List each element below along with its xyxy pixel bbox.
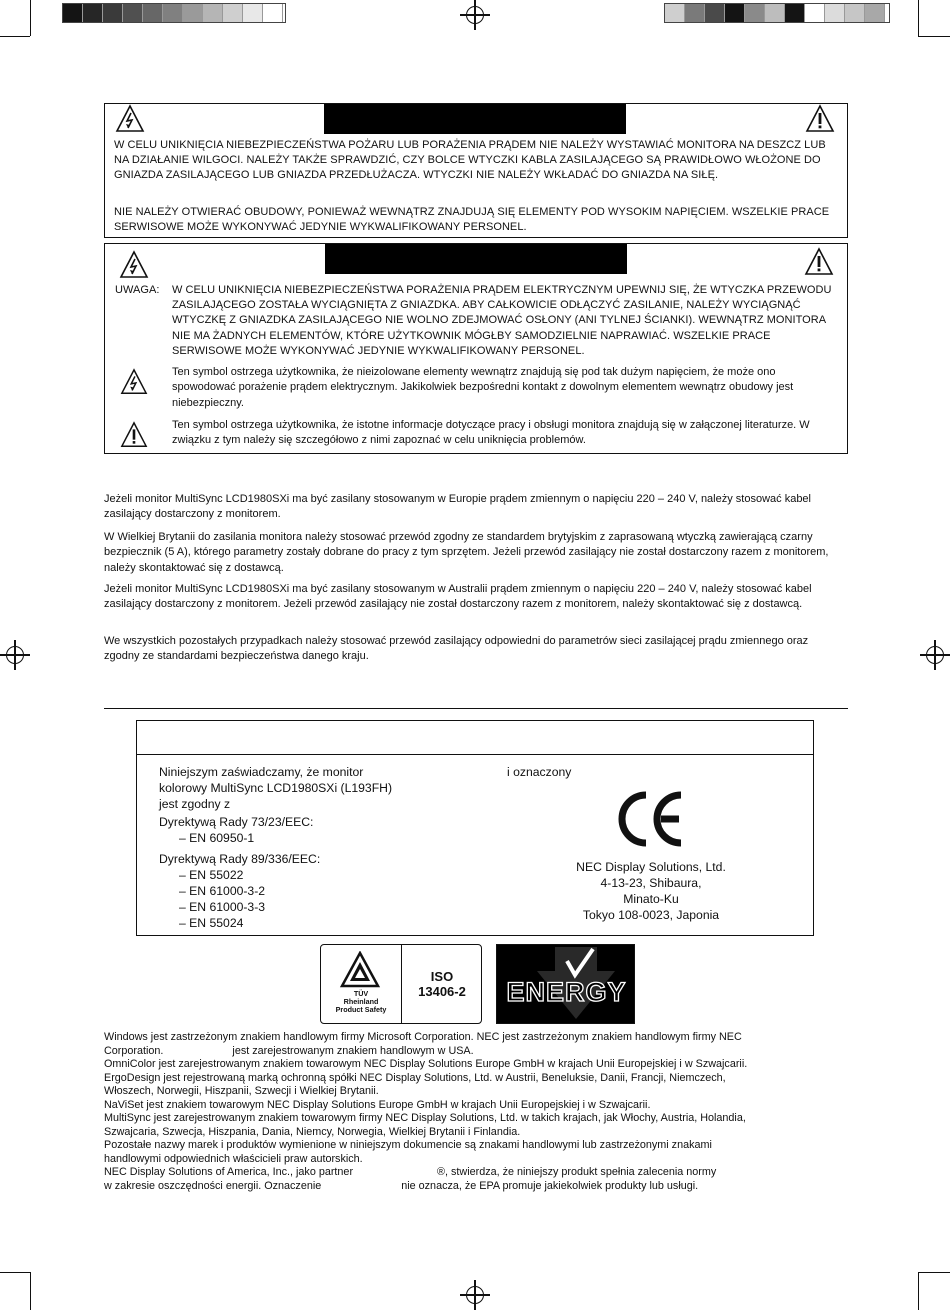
color-swatch (685, 4, 705, 22)
color-swatch (845, 4, 865, 22)
registration-mark-icon (926, 646, 944, 664)
color-swatch (83, 4, 103, 22)
energy-star-logo (496, 944, 635, 1024)
color-swatch (143, 4, 163, 22)
color-swatch (63, 4, 83, 22)
lightning-bolt-triangle-icon (115, 104, 145, 134)
crop-mark (30, 0, 31, 36)
registration-mark-icon (6, 646, 24, 664)
section-divider (104, 708, 848, 709)
symbol-explanation-attention: Ten symbol ostrzega użytkownika, że istotne informacje dotyczące pracy i obsługi monitora znajdują się w załączonej literaturze. W związku z tym należy się szczegółowo z nimi zapoznać w celu uniknięcia problemów. (172, 419, 810, 447)
iso-standard-text: ISO 13406-2 (418, 969, 466, 999)
color-swatch (765, 4, 785, 22)
power-paragraph-other: We wszystkich pozostałych przypadkach należy stosować przewód zasilający odpowiedni do parametrów sieci zasilającej prądu zmiennego oraz zgodny ze standardami bezpieczeństwa danego kraju. (104, 635, 809, 663)
declaration-box (136, 720, 814, 936)
color-swatch (103, 4, 123, 22)
color-swatch (825, 4, 845, 22)
caution-label: UWAGA: (115, 284, 160, 296)
color-swatch (725, 4, 745, 22)
trademark-notes: Windows jest zastrzeżonym znakiem handlowym firmy Microsoft Corporation. NEC jest zastrzeżonym znakiem handlowym firmy NEC Corporation. jest zarejestrowanym znakiem handlowym w USA. OmniColor jest zarejestrowanym znakiem towarowym NEC Display Solutions Europe GmbH w krajach Unii Europejskiej i w Szwajcarii. ErgoDesign jest rejestrowaną marką ochronną spółki NEC Display Solutions, Ltd. w Austrii, Beneluksie, Danii, Francji, Niemczech, Włoszech, Norwegii, Hiszpanii, Szwecji i Wielkiej Brytanii. NaViSet jest znakiem towarowym NEC Display Solutions Europe GmbH w krajach Unii Europejskiej i w Szwajcarii. MultiSync jest zarejestrowanym znakiem towarowym firmy NEC Display Solutions, Ltd. w takich krajach, jak Włochy, Austria, Holandia, Szwajcaria, Szwecja, Hiszpania, Dania, Niemcy, Norwegia, Wielkiej Brytanii i Finlandia. Pozostałe nazwy marek i produktów wymienione w niniejszym dokumencie są znakami handlowymi lub zastrzeżonymi znakami handlowymi odpowiednich właścicieli praw autorskich. NEC Display Solutions of America, Inc., jako partner ®, stwierdza, że niniejszy produkt spełnia zalecenia normy w zakresie oszczędności energii. Oznaczenie nie oznacza, że EPA promuje jakiekolwiek produkty lub usługi. (104, 1031, 748, 1192)
tuv-text: TÜV Rheinland Product Safety (335, 989, 387, 1015)
marked-label: i oznaczony (507, 765, 572, 779)
color-swatch (865, 4, 885, 22)
power-paragraph-australia: Jeżeli monitor MultiSync LCD1980SXi ma być zasilany stosowanym w Australii prądem zmiennym o napięciu 220 – 240 V, należy stosować kabel zasilający dostarczony z monitorem. Jeżeli przewód zasilający nie został dostarczony razem z monitorem, należy skontaktować się z dostawcą. (104, 583, 812, 611)
color-swatch (705, 4, 725, 22)
caution-box (104, 243, 848, 454)
manufacturer-address: NEC Display Solutions, Ltd. 4-13-23, Shibaura, Minato-Ku Tokyo 108-0023, Japonia (576, 860, 726, 922)
color-swatch (785, 4, 805, 22)
crop-mark (918, 1272, 919, 1310)
crop-mark (0, 36, 30, 37)
registration-mark-icon (466, 6, 484, 24)
crop-mark (918, 0, 919, 36)
caution-main-text: W CELU UNIKNIĘCIA NIEBEZPIECZEŃSTWA PORAŻENIA PRĄDEM ELEKTRYCZNYM UPEWNIJ SIĘ, ŻE WTYCZKA PRZEWODU ZASILAJĄCEGO ZOSTAŁA WYCIĄGNIĘTA Z GNIAZDKA. ABY CAŁKOWICIE ODŁĄCZYĆ ZASILANIE, NALEŻY WYCIĄGNĄĆ WTYCZKĘ Z GNIAZDKA ZASILAJĄCEGO NIE WOLNO ZDEJMOWAĆ OSŁONY (ANI TYLNEJ ŚCIANKI). WEWNĄTRZ MONITORA NIE MA ŻADNYCH ELEMENTÓW, KTÓRE UŻYTKOWNIK MÓGŁBY SAMODZIELNIE NAPRAWIAĆ. WSZELKIE PRACE SERWISOWE MOŻE WYKONYWAĆ JEDYNIE WYKWALIFIKOWANY PERSONEL. (172, 284, 832, 357)
caution-title-bar (325, 244, 627, 274)
energy-text: ENERGY (506, 977, 627, 1007)
declaration-intro: Niniejszym zaświadczamy, że monitor kolorowy MultiSync LCD1980SXi (L193FH) jest zgodny z (159, 765, 393, 811)
color-swatch (183, 4, 203, 22)
warning-paragraph-2: NIE NALEŻY OTWIERAĆ OBUDOWY, PONIEWAŻ WEWNĄTRZ ZNAJDUJĄ SIĘ ELEMENTY POD WYSOKIM NAPIĘCIEM. WSZELKIE PRACE SERWISOWE MOŻE WYKONYWAĆ JEDYNIE WYKWALIFIKOWANY PERSONEL. (114, 206, 830, 234)
color-swatch (745, 4, 765, 22)
color-swatch (805, 4, 825, 22)
exclamation-triangle-icon (120, 421, 148, 449)
exclamation-triangle-icon (804, 247, 834, 277)
color-swatch (123, 4, 143, 22)
declaration-header-divider (137, 754, 813, 755)
tuv-iso-logo (320, 944, 482, 1024)
grayscale-calibration-strip-right (664, 3, 890, 23)
color-swatch (665, 4, 685, 22)
power-paragraph-uk: W Wielkiej Brytanii do zasilania monitora należy stosować przewód zgodny ze standardem brytyjskim z zaprasowaną wtyczką zawierającą czarny bezpiecznik (5 A), którego parametry zostały dobrane do pracy z tym sprzętem. Jeżeli przewód zasilający nie został dostarczony razem z monitorem, należy skontaktować się z dostawcą. (104, 531, 829, 574)
ce-mark-icon (615, 787, 687, 851)
lightning-bolt-triangle-icon (120, 368, 148, 396)
crop-mark (30, 1272, 31, 1310)
symbol-explanation-electric: Ten symbol ostrzega użytkownika, że nieizolowane elementy wewnątrz znajdują się pod tak dużym napięciem, że może ono spowodować porażenie prądem elektrycznym. Jakikolwiek bezpośredni kontakt z dowolnym elementem wewnątrz obudowy jest niebezpieczny. (172, 366, 794, 409)
crop-mark (918, 36, 950, 37)
tuv-triangle-icon (339, 951, 381, 989)
lightning-bolt-triangle-icon (119, 250, 149, 280)
color-swatch (243, 4, 263, 22)
warning-box (104, 103, 848, 238)
directive-73-23: Dyrektywą Rady 73/23/EEC: – EN 60950-1 (159, 815, 314, 845)
color-swatch (163, 4, 183, 22)
directive-89-336: Dyrektywą Rady 89/336/EEC: – EN 55022 – EN 61000-3-2 – EN 61000-3-3 – EN 55024 (159, 852, 321, 930)
color-swatch (263, 4, 283, 22)
crop-mark (0, 1272, 30, 1273)
color-swatch (223, 4, 243, 22)
warning-title-bar (324, 104, 626, 134)
registration-mark-icon (466, 1286, 484, 1304)
grayscale-calibration-strip-left (62, 3, 286, 23)
power-paragraph-europe: Jeżeli monitor MultiSync LCD1980SXi ma być zasilany stosowanym w Europie prądem zmiennym o napięciu 220 – 240 V, należy stosować kabel zasilający dostarczony z monitorem. (104, 493, 811, 521)
exclamation-triangle-icon (805, 104, 835, 134)
warning-paragraph-1: W CELU UNIKNIĘCIA NIEBEZPIECZEŃSTWA POŻARU LUB PORAŻENIA PRĄDEM NIE NALEŻY WYSTAWIAĆ MONITORA NA DESZCZ LUB NA DZIAŁANIE WILGOCI. NALEŻY TAKŻE SPRAWDZIĆ, CZY BOLCE WTYCZKI KABLA ZASILAJĄCEGO SĄ PRAWIDŁOWO WŁOŻONE DO GNIAZDA ZASILAJĄCEGO LUB GNIAZDA PRZEDŁUŻACZA. WTYCZKI NIE NALEŻY WKŁADAĆ DO GNIAZDA NA SIŁĘ. (114, 139, 826, 182)
crop-mark (918, 1272, 950, 1273)
color-swatch (203, 4, 223, 22)
